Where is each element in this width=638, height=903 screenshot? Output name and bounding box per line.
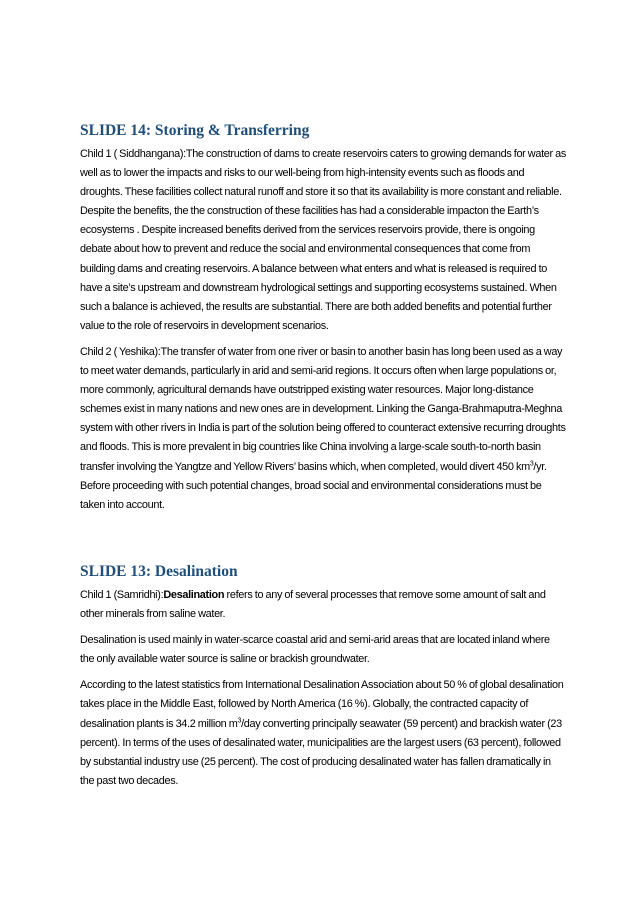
slide-14-child-2-text-before: Child 2 ( Yeshika):The transfer of water from one river or basin to another basin has long been used as a way to meet water demands, particularly in arid and semi-arid regions. It occurs often when large populations or, more commonly, agricultural demands have outstripped existing water resources. Major long-distance schemes exist in many nations and new ones are in development. Linking the Ganga-Brahmaputra-Meghna system with other rivers in India is part of the solution being offered to counteract extensive recurring droughts and floods. This is more prevalent in big countries like China involving a large-scale south-to-north basin transfer involving the Yangtze and Yellow Rivers’ basins which, when completed, would divert 450 km <box>80 345 566 473</box>
slide-13-statistics-paragraph <box>80 676 566 791</box>
slide-13-heading: SLIDE 13: Desalination <box>80 563 238 580</box>
desalination-term: Desalination <box>163 589 225 601</box>
slide-14-child-2-paragraph <box>80 343 566 515</box>
slide-14-child-2-text-after: /yr. Before proceeding with such potential changes, broad social and environmental considerations must be taken into account. <box>80 460 547 511</box>
superscript-cubed: 3 <box>237 716 242 724</box>
slide-13-statistics-text-after: /day converting principally seawater (59 percent) and brackish water (23 percent). In terms of the uses of desalinated water, municipalities are the largest users (63 percent), followed by substantial industry use (25 percent). The cost of producing desalinated water has fallen dramatically in the past two decades. <box>80 717 562 787</box>
slide-13-usage-paragraph: Desalination is used mainly in water-scarce coastal arid and semi-arid areas that are located inland where the only available water source is saline or brackish groundwater. <box>80 634 550 666</box>
section-slide-13 <box>80 561 566 798</box>
slide-14-child-1-paragraph: Child 1 ( Siddhangana):The construction of dams to create reservoirs caters to growing demands for water as well as to lower the impacts and risks to our well-being from high-intensity events such as floods and droughts. These facilities collect natural runoff and store it so that its availability is more constant and reliable. Despite the benefits, the the construction of these facilities has had a considerable impacton the Earth’s ecosystems . Despite increased benefits derived from the services reservoirs provide, there is ongoing debate about how to prevent and reduce the social and environmental consequences that come from building dams and creating reservoirs. A balance between what enters and what is released is required to have a site’s upstream and downstream hydrological settings and supporting ecosystems sustained. When such a balance is achieved, the results are substantial. There are both added benefits and potential further value to the role of reservoirs in development scenarios. <box>80 148 566 332</box>
slide-13-child-1-paragraph <box>80 586 566 624</box>
section-slide-14 <box>80 120 566 522</box>
slide-13-statistics-text-before: According to the latest statistics from International Desalination Association about 50 % of global desalination takes place in the Middle East, followed by North America (16 %). Globally, the contracted capacity of desalination plants is 34.2 million m <box>80 679 564 730</box>
slide-13-child-1-prefix: Child 1 (Samridhi): <box>80 589 164 601</box>
slide-13-child-1-rest: refers to any of several processes that remove some amount of salt and other minerals from saline water. <box>80 589 546 621</box>
superscript-cubed: 3 <box>529 459 534 467</box>
slide-14-heading: SLIDE 14: Storing & Transferring <box>80 122 310 139</box>
